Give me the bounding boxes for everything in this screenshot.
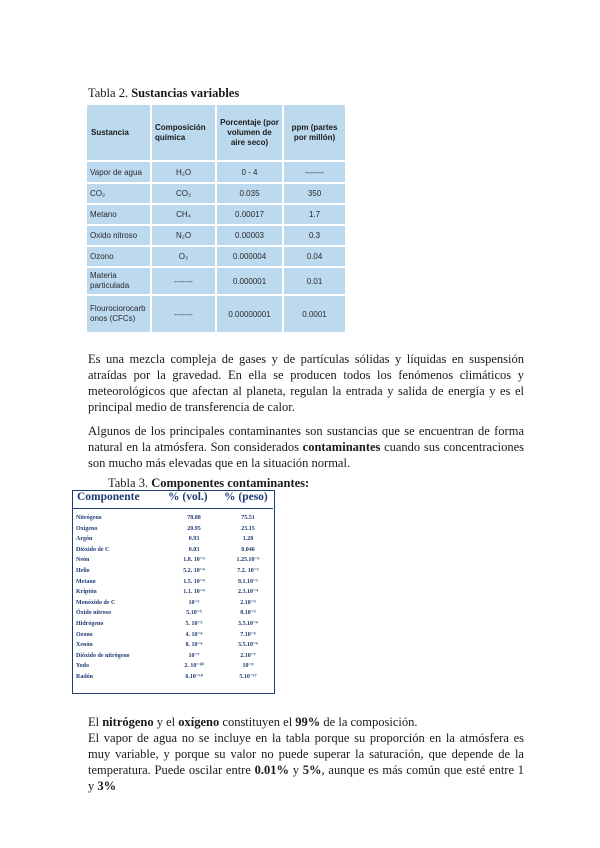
table3-cell: 2.3.10⁻⁴ <box>238 589 258 596</box>
table2-header-cell: ppm (partes por millón) <box>283 104 346 161</box>
table2-cell: CO₂ <box>151 183 216 204</box>
table2-cell: CH₄ <box>151 204 216 225</box>
table3-cell: 1.8. 10⁻³ <box>183 557 205 564</box>
table3-cell: 1.25.10⁻³ <box>236 557 260 564</box>
table2-cell: 0.00003 <box>216 225 283 246</box>
table3-cell: 20.95 <box>187 525 201 532</box>
table-row <box>86 246 346 267</box>
table3-cell: 75.51 <box>241 515 255 521</box>
table3-cell: 23.15 <box>241 525 255 532</box>
table-row <box>76 587 274 598</box>
table-row <box>86 183 346 204</box>
table2-cell: CO₂ <box>86 183 151 204</box>
table-row <box>76 672 274 683</box>
table3-cell: 5.10⁻¹⁷ <box>239 673 257 680</box>
table3-cell: 10⁻⁵ <box>188 599 200 606</box>
table-row <box>76 619 274 630</box>
table3-cell: Argón <box>76 536 93 543</box>
table2-cell: 0.00000001 <box>216 295 283 333</box>
table2-header-cell: Sustancia <box>86 104 151 161</box>
table2-cell: Ozono <box>86 246 151 267</box>
table2-header-row <box>86 104 346 161</box>
table-row <box>76 651 274 662</box>
table-row <box>76 577 274 588</box>
table2-cell: 0.000001 <box>216 267 283 295</box>
table3-caption: Tabla 3. Componentes contaminantes: <box>108 476 310 490</box>
table3-cell: 5. 10⁻⁵ <box>185 620 203 627</box>
table2-cell: 0.000004 <box>216 246 283 267</box>
table2-cell: ------- <box>151 295 216 333</box>
table3-cell: 8.10⁻⁵ <box>240 610 256 617</box>
table-row <box>86 204 346 225</box>
table3-cell: Nitrógeno <box>76 515 102 521</box>
table3-header-cell: % (peso) <box>224 491 268 503</box>
table-row <box>76 513 274 524</box>
table3-cell: 2.10⁻⁷ <box>240 652 256 659</box>
table2-header-cell: Porcentaje (por volumen de aire seco) <box>216 104 283 161</box>
table2-cell: 0.3 <box>283 225 346 246</box>
table2-cell: Flourociorocarbonos (CFCs) <box>86 295 151 333</box>
table3-cell: 9.1.10⁻⁵ <box>238 578 258 585</box>
table3-cell: Kriptón <box>76 589 97 596</box>
table3-cell: 3.5.10⁻⁶ <box>238 620 258 627</box>
table3-cell: Ozono <box>76 631 93 638</box>
table3-cell: 5.2. 10⁻⁴ <box>183 567 205 574</box>
table2-cell: 1.7 <box>283 204 346 225</box>
table2-cell: Oxido nitroso <box>86 225 151 246</box>
table2 <box>86 104 346 333</box>
table3-cell: Neón <box>76 557 90 564</box>
table2-cell: ------- <box>151 267 216 295</box>
table2-cell: H₂O <box>151 161 216 183</box>
table2-cell: 0.0001 <box>283 295 346 333</box>
table-row <box>76 524 274 535</box>
table2-cell: N₂O <box>151 225 216 246</box>
table3-cell: 10⁻⁷ <box>188 652 200 659</box>
table3-cell: 6.10⁻¹⁸ <box>185 673 203 680</box>
table3-cell: Xenón <box>76 642 93 649</box>
table3-cell: 8. 10⁻⁶ <box>185 642 203 649</box>
paragraph-2: Algunos de los principales contaminantes son sustancias que se encuentran de forma natural en la atmósfera. Son considerados contaminantes cuando sus concentraciones son mucho más elevadas que en la situación normal. <box>88 424 525 470</box>
table3-cell: 0.03 <box>188 546 200 553</box>
table-row <box>76 555 274 566</box>
table2-cell: 350 <box>283 183 346 204</box>
table3-cell: 7.10⁻⁶ <box>240 631 256 638</box>
table-row <box>76 566 274 577</box>
table3-cell: 0.93 <box>188 536 200 543</box>
table3-cell: 1.5. 10⁻⁴ <box>183 578 205 585</box>
table3-cell: Yodo <box>76 663 90 670</box>
table3-cell: 78.08 <box>187 515 201 521</box>
table-row <box>86 225 346 246</box>
table-row <box>76 630 274 641</box>
table3-cell: 2. 10⁻¹⁰ <box>184 663 204 670</box>
table-row <box>76 545 274 556</box>
table2-cell: ------- <box>283 161 346 183</box>
table2-cell: 0.035 <box>216 183 283 204</box>
paragraph-3: El nitrógeno y el oxígeno constituyen el 99% de la composición. <box>88 715 418 729</box>
table3-cell: 0.046 <box>241 546 255 553</box>
table-row <box>76 598 274 609</box>
table3-cell: Hidrógeno <box>76 620 104 627</box>
table3-header-cell: % (vol.) <box>168 491 208 503</box>
table-row <box>76 640 274 651</box>
table-row <box>76 661 274 672</box>
table2-cell: 0.01 <box>283 267 346 295</box>
table3-cell: Oxígeno <box>76 525 98 532</box>
table3-cell: 1.1. 10⁻⁴ <box>183 589 205 596</box>
table2-cell: Metano <box>86 204 151 225</box>
table2-cell: 0.04 <box>283 246 346 267</box>
table3-cell: Helio <box>76 567 90 574</box>
table-row <box>86 161 346 183</box>
table3-header-cell: Componente <box>77 491 140 503</box>
table3-cell: 3.5.10⁻⁶ <box>238 642 258 649</box>
table2-cell: 0 - 4 <box>216 161 283 183</box>
table3-cell: 10⁻⁹ <box>242 663 254 670</box>
table3-cell: 4. 10⁻⁶ <box>185 631 203 638</box>
table2-cell: Vapor de agua <box>86 161 151 183</box>
table3-cell: Óxido nitroso <box>76 610 112 617</box>
table3-cell: Metano <box>76 578 96 585</box>
table2-caption: Tabla 2. Sustancias variables <box>88 86 240 100</box>
table3-cell: Dióxido de C <box>76 546 110 553</box>
table2-cell: O₃ <box>151 246 216 267</box>
table2-header-cell: Composición química <box>151 104 216 161</box>
table3 <box>76 513 274 683</box>
table-row <box>76 534 274 545</box>
table3-cell: Monóxido de C <box>76 599 116 606</box>
table2-cell: Materia particulada <box>86 267 151 295</box>
table3-cell: Radón <box>76 673 94 680</box>
table3-cell: Dióxido de nitrógeno <box>76 652 130 659</box>
table-row <box>86 267 346 295</box>
table3-cell: 5.10⁻⁵ <box>186 610 202 617</box>
table3-cell: 1.28 <box>242 536 254 543</box>
paragraph-4: El vapor de agua no se incluye en la tabla porque su proporción en la atmósfera es muy variable, y porque su valor no puede superar la saturación, que depende de la temperatura. Puede oscilar entre 0.01% y 5%, aunque es más común que esté entre 1 y 3% <box>88 731 524 793</box>
table3-cell: 7.2. 10⁻⁵ <box>237 567 259 574</box>
table-row <box>76 608 274 619</box>
table3-cell: 2.10⁻⁵ <box>240 599 256 606</box>
table-row <box>86 295 346 333</box>
table2-cell: 0.00017 <box>216 204 283 225</box>
table3-header <box>72 490 273 509</box>
paragraph-1: Es una mezcla compleja de gases y de partículas sólidas y líquidas en suspensión atraídas por la gravedad. En ella se producen todos los fenómenos climáticos y meteorológicos que afectan al planeta, regulan la entrada y salida de energía y es el principal medio de transferencia de calor. <box>88 352 524 414</box>
